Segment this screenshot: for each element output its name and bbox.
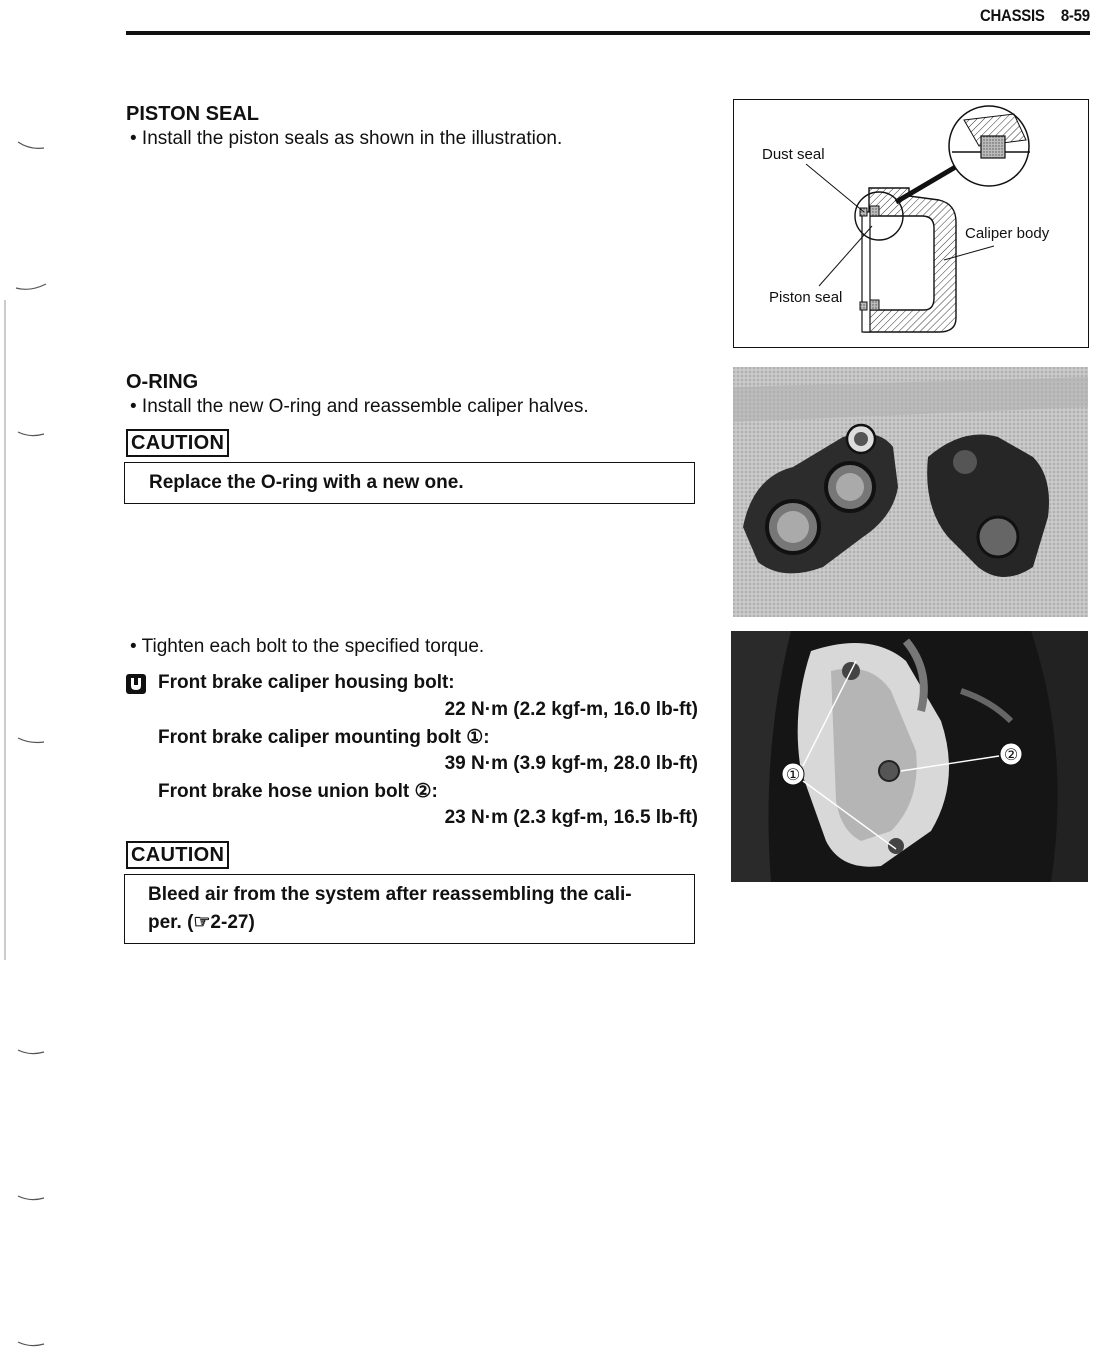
label-piston-seal: Piston seal	[769, 289, 843, 306]
piston-seal-heading: PISTON SEAL	[126, 103, 259, 125]
label-caliper-body: Caliper body	[965, 225, 1050, 242]
caution-label-oring: CAUTION	[126, 429, 229, 457]
caliper-installed-photo	[731, 631, 1088, 882]
torque-instruction: • Tighten each bolt to the specified torque.	[130, 636, 485, 657]
torque-value-housing-bolt: 22 N·m (2.2 kgf-m, 16.0 lb-ft)	[444, 699, 698, 720]
caution-label-bleed: CAUTION	[126, 841, 229, 869]
torque-wrench-icon	[125, 673, 147, 695]
header-rule	[126, 31, 1090, 35]
torque-value-hose-union-bolt: 23 N·m (2.3 kgf-m, 16.5 lb-ft)	[444, 807, 698, 828]
caution-text-bleed-line1: Bleed air from the system after reassembling the cali-	[148, 884, 632, 905]
torque-value-mounting-bolt: 39 N·m (3.9 kgf-m, 28.0 lb-ft)	[444, 753, 698, 774]
callout-2: ②	[1003, 745, 1019, 764]
section-title: CHASSIS	[980, 6, 1045, 25]
label-dust-seal: Dust seal	[762, 146, 825, 163]
page-number: 8-59	[1061, 6, 1090, 25]
caution-text-oring: Replace the O-ring with a new one.	[149, 472, 464, 493]
torque-label-mounting-bolt: Front brake caliper mounting bolt ①:	[158, 727, 490, 748]
torque-label-housing-bolt: Front brake caliper housing bolt:	[158, 672, 455, 693]
caution-box-bleed	[124, 874, 695, 944]
piston-seal-diagram	[733, 99, 1089, 348]
caliper-halves-photo	[733, 367, 1088, 617]
page-header	[980, 6, 1090, 26]
o-ring-heading: O-RING	[126, 371, 199, 393]
callout-1: ①	[785, 765, 801, 784]
piston-seal-instruction: • Install the piston seals as shown in the illustration.	[130, 128, 563, 149]
o-ring-instruction: • Install the new O-ring and reassemble caliper halves.	[130, 396, 589, 417]
caution-text-bleed-line2: per. (☞2-27)	[148, 912, 255, 933]
torque-label-hose-union-bolt: Front brake hose union bolt ②:	[158, 781, 438, 802]
caution-box-oring	[124, 462, 695, 504]
